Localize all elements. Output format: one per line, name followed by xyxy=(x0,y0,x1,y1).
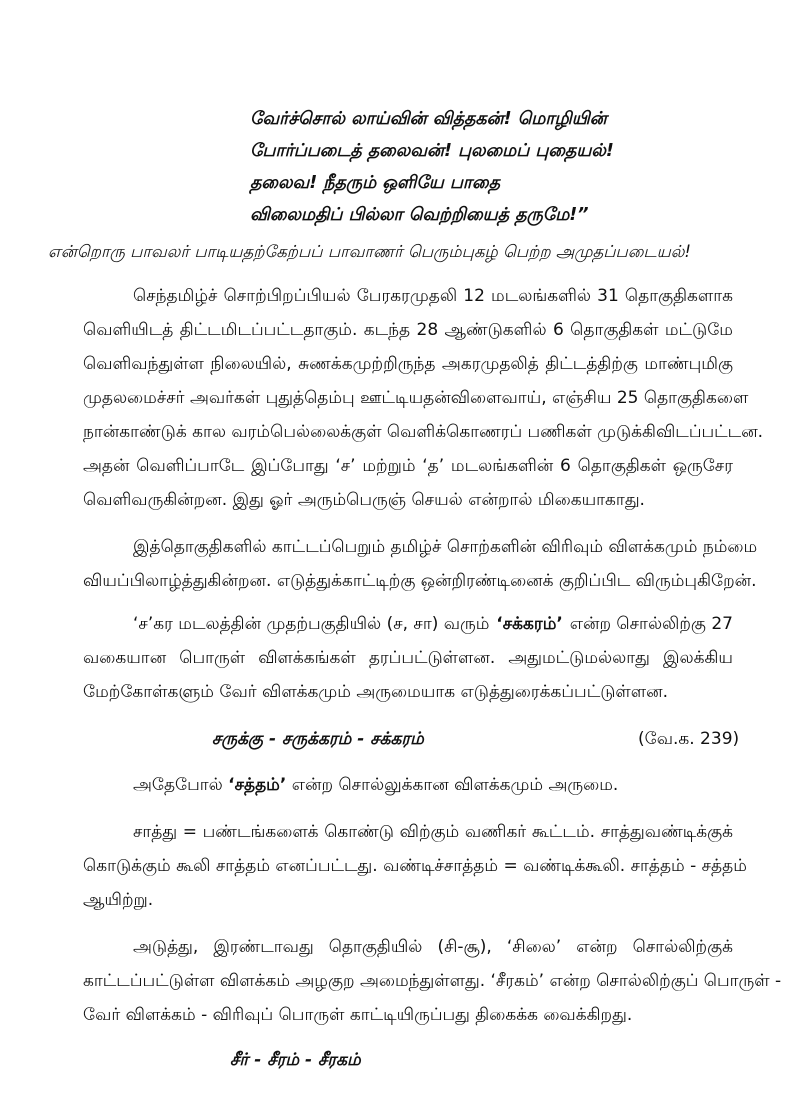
para3-line: வகையான பொருள் விளக்கங்கள் தரப்பட்டுள்ளன. அதுமட்டுமல்லாது இலக்கிய xyxy=(83,648,733,668)
para3-text: ‘ச’கர மடலத்தின் முதற்பகுதியில் (ச, சா) வரும் xyxy=(133,614,490,634)
derivation-heading: சீர் - சீரம் - சீரகம் xyxy=(230,1050,361,1070)
para1-line: அதன் வெளிப்பாடே இப்போது ‘ச’ மற்றும் ‘த’ மடலங்களின் 6 தொகுதிகள் ஒருசேர xyxy=(83,456,733,476)
para4-line: அதேபோல் ‘சத்தம்’ என்ற சொல்லுக்கான விளக்கமும் அருமை. xyxy=(133,775,619,795)
para6-line: வேர் விளக்கம் - விரிவுப் பொருள் காட்டியிருப்பது திகைக்க வைக்கிறது. xyxy=(83,1005,633,1025)
verse-line: வேர்ச்சொல் லாய்வின் வித்தகன்! மொழியின் xyxy=(250,109,607,129)
para1-line: முதலமைச்சர் அவர்கள் புதுத்தெம்பு ஊட்டியதன்விளைவாய், எஞ்சிய 25 தொகுதிகளை xyxy=(83,388,749,408)
verse-line: தலைவ! நீதரும் ஒளியே பாதை xyxy=(250,173,500,193)
verse-line: போர்ப்படைத் தலைவன்! புலமைப் புதையல்! xyxy=(250,141,614,161)
para5-line: ஆயிற்று. xyxy=(83,890,154,910)
para6-line: அடுத்து, இரண்டாவது தொகுதியில் (சி-சூ), ‘சிலை’ என்ற சொல்லிற்குக் xyxy=(133,937,733,957)
para1-line: வெளியிடத் திட்டமிடப்பட்டதாகும். கடந்த 28 ஆண்டுகளில் 6 தொகுதிகள் மட்டுமே xyxy=(83,320,733,340)
para3-line: மேற்கோள்களும் வேர் விளக்கமும் அருமையாக எடுத்துரைக்கப்பட்டுள்ளன. xyxy=(83,682,668,702)
verse-block xyxy=(250,103,614,231)
para5-line: கொடுக்கும் கூலி சாத்தம் எனப்பட்டது. வண்டிச்சாத்தம் = வண்டிக்கூலி. சாத்தம் - சத்தம் xyxy=(83,856,747,876)
para1-line: செந்தமிழ்ச் சொற்பிறப்பியல் பேரகரமுதலி 12 மடலங்களில் 31 தொகுதிகளாக xyxy=(133,286,733,306)
term-saththam: ‘சத்தம்’ xyxy=(228,775,287,795)
para3-line xyxy=(133,614,733,636)
para5-line: சாத்து = பண்டங்களைக் கொண்டு விற்கும் வணிகர் கூட்டம். சாத்துவண்டிக்குக் xyxy=(133,822,733,842)
reference-label: (வே.க. 239) xyxy=(638,729,740,749)
para1-line: நான்காண்டுக் கால வரம்பெல்லைக்குள் வெளிக்கொணரப் பணிகள் முடுக்கிவிடப்பட்டன. xyxy=(83,422,764,442)
para2-line: வியப்பிலாழ்த்துகின்றன. எடுத்துக்காட்டிற்கு ஒன்றிரண்டினைக் குறிப்பிட விரும்புகிறேன். xyxy=(83,571,757,591)
para1-line: வெளிவருகின்றன. இது ஓர் அரும்பெருஞ் செயல் என்றால் மிகையாகாது. xyxy=(83,490,645,510)
intro-line: என்றொரு பாவலர் பாடியதற்கேற்பப் பாவாணர் பெரும்புகழ் பெற்ற அமுதப்படையல்! xyxy=(48,242,692,261)
para2-line: இத்தொகுதிகளில் காட்டப்பெறும் தமிழ்ச் சொற்களின் விரிவும் விளக்கமும் நம்மை xyxy=(133,537,758,557)
para3-text: என்ற சொல்லிற்கு 27 xyxy=(569,614,733,634)
verse-line: விலைமதிப் பில்லா வெற்றியைத் தருமே!” xyxy=(250,205,589,225)
para6-line: காட்டப்பட்டுள்ள விளக்கம் அழகுற அமைந்துள்ளது. ‘சீரகம்’ என்ற சொல்லிற்குப் பொருள் - xyxy=(83,971,782,991)
para1-line: வெளிவந்துள்ள நிலையில், சுணக்கமுற்றிருந்த அகரமுதலித் திட்டத்திற்கு மாண்புமிகு xyxy=(83,354,733,374)
derivation-heading: சருக்கு - சருக்கரம் - சக்கரம் xyxy=(212,729,424,749)
term-sakkaram: ‘சக்கரம்’ xyxy=(496,614,563,634)
